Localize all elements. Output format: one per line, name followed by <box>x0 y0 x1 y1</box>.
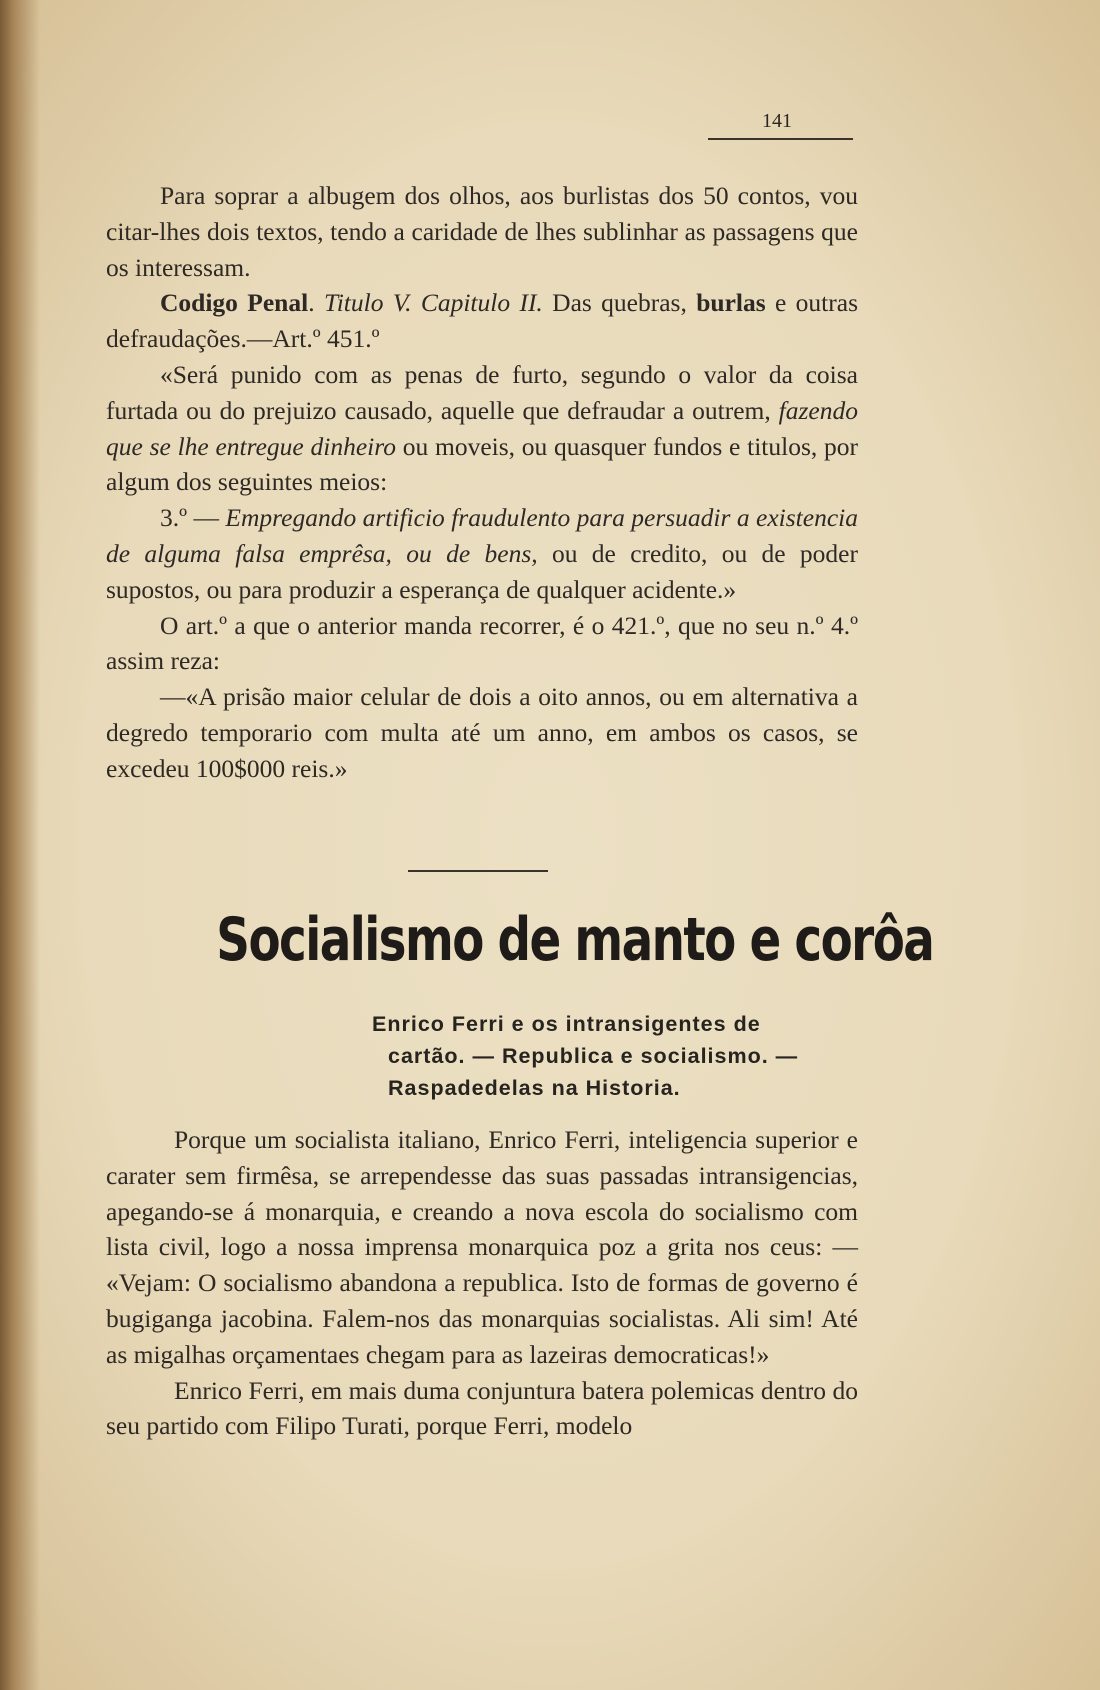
page-number: 141 <box>762 110 792 132</box>
article-headline: Socialismo de manto e corôa <box>216 905 934 975</box>
paragraph-codigo-penal <box>106 285 858 357</box>
codigo-penal-label: Codigo Penal <box>160 288 309 318</box>
paragraph-ferri-turati: Enrico Ferri, em mais duma conjuntura batera polemicas dentro do seu partido com Filipo Turati, porque Ferri, modelo <box>106 1375 858 1441</box>
italic-passage: Empregando artificio fraudulento para persuadir a existencia de alguma falsa emprêsa, ou de bens, <box>106 503 858 568</box>
paragraph-text: e outras defraudações.—Art.º 451.º <box>106 288 858 354</box>
paragraph-item-3 <box>106 500 858 607</box>
article-body <box>106 1122 858 1444</box>
summary-line: Raspadedelas na Historia. <box>388 1076 681 1100</box>
italic-passage: fazendo que se lhe entregue dinheiro <box>106 395 858 461</box>
summary-line: Enrico Ferri e os intransigentes de <box>372 1012 761 1036</box>
paragraph-text: O art.º a que o anterior manda recorrer, é o 421.º, que no seu n.º 4.º assim reza: <box>106 610 858 676</box>
paragraph-quote-article <box>106 357 858 500</box>
summary-line: cartão. — Republica e socialismo. — <box>388 1044 799 1068</box>
paragraph-text: ou moveis, ou quasquer fundos e titulos, por algum dos seguintes meios: <box>106 431 858 497</box>
paragraph-intro <box>106 178 858 285</box>
paragraph-text: . <box>308 288 324 318</box>
paragraph-text: 3.º — <box>160 503 226 533</box>
paragraph-text: Para soprar a albugem dos olhos, aos burlistas dos 50 contos, vou citar-lhes dois textos, tendo a caridade de lhes sublinhar as passagens que os interessam. <box>106 181 858 282</box>
paragraph-text: Das quebras, <box>542 288 697 318</box>
paragraph-ferri-intro: Porque um socialista italiano, Enrico Ferri, inteligencia superior e carater sem firmêsa, se arrependesse das suas passadas intransigencias, apegando-se á monarquia, e creando a nova escola do socialismo com lista civil, logo a nossa imprensa monarquica poz a grita nos ceus: — «Vejam: O socialismo abandona a republica. Isto de formas de governo é bugiganga jacobina. Falem-nos das monarquias socialistas. Ali sim! Até as migalhas orçamentaes chegam para as lazeiras democraticas!» <box>106 1125 858 1369</box>
paragraph-penalty-quote <box>106 679 858 786</box>
page-number-rule <box>708 138 853 140</box>
paragraph-text: ou de credito, ou de poder supostos, ou para produzir a esperança de qualquer acidente.» <box>106 538 858 604</box>
paragraph-art-421 <box>106 608 858 680</box>
article-summary <box>372 1008 860 1104</box>
legal-citation-section <box>106 178 858 787</box>
titulo-capitulo: Titulo V. Capitulo II. <box>323 288 543 318</box>
paragraph-text: «Será punido com as penas de furto, segundo o valor da coisa furtada ou do prejuizo causado, aquelle que defraudar a outrem, <box>106 359 858 425</box>
section-divider <box>408 870 548 872</box>
paragraph-text: —«A prisão maior celular de dois a oito annos, ou em alternativa a degredo temporario com multa até um anno, em ambos os casos, se excedeu 100$000 reis.» <box>106 682 858 783</box>
burlas-emphasis: burlas <box>696 288 766 318</box>
